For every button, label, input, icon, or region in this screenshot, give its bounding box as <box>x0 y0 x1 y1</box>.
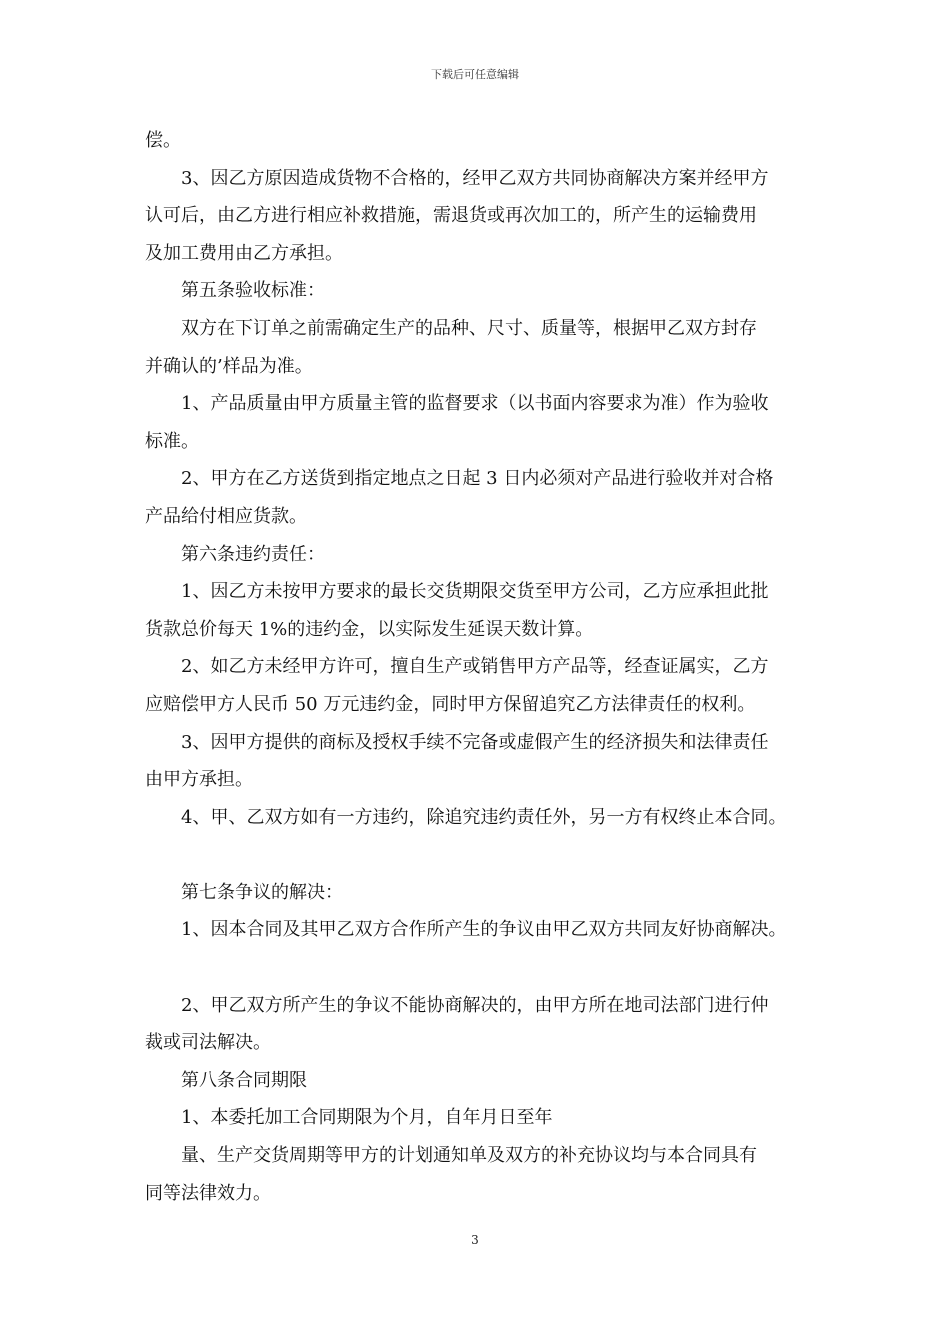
text-line: 应赔偿甲方人民币 50 万元违约金，同时甲方保留追究乙方法律责任的权利。 <box>145 693 756 715</box>
text-line: 同等法律效力。 <box>145 1182 271 1204</box>
text-line: 第六条违约责任： <box>181 543 325 565</box>
text-line: 由甲方承担。 <box>145 769 253 791</box>
blank-line <box>145 949 825 987</box>
text-line: 第五条验收标准： <box>181 280 325 302</box>
text-line: 量、生产交货周期等甲方的计划通知单及双方的补充协议均与本合同具有 <box>181 1145 757 1167</box>
page-number: 3 <box>471 1233 479 1247</box>
text-line: 2、甲方在乙方送货到指定地点之日起 3 日内必须对产品进行验收并对合格 <box>181 468 774 490</box>
text-line: 1、本委托加工合同期限为个月，自年月日至年 <box>181 1107 553 1129</box>
blank-line <box>145 836 825 874</box>
text-line: 认可后，由乙方进行相应补救措施，需退货或再次加工的，所产生的运输费用 <box>145 205 757 227</box>
text-line: 3、因乙方原因造成货物不合格的，经甲乙双方共同协商解决方案并经甲方 <box>181 167 769 189</box>
text-line: 货款总价每天 1%的违约金，以实际发生延误天数计算。 <box>145 618 594 640</box>
text-line: 1、因本合同及其甲乙双方合作所产生的争议由甲乙双方共同友好协商解决。 <box>181 919 787 941</box>
text-line: 偿。 <box>145 130 181 151</box>
text-line: 产品给付相应货款。 <box>145 505 307 527</box>
text-line: 4、甲、乙双方如有一方违约，除追究违约责任外，另一方有权终止本合同。 <box>181 806 787 828</box>
text-line: 标准。 <box>145 430 199 452</box>
text-line: 及加工费用由乙方承担。 <box>145 242 343 264</box>
text-line: 第八条合同期限 <box>181 1069 307 1091</box>
text-line: 1、因乙方未按甲方要求的最长交货期限交货至甲方公司，乙方应承担此批 <box>181 581 769 603</box>
text-line: 1、产品质量由甲方质量主管的监督要求（以书面内容要求为准）作为验收 <box>181 393 769 415</box>
document-body <box>145 122 825 1212</box>
text-line: 2、如乙方未经甲方许可，擅自生产或销售甲方产品等，经查证属实，乙方 <box>181 656 769 678</box>
text-line: 双方在下订单之前需确定生产的品种、尺寸、质量等，根据甲乙双方封存 <box>181 317 757 339</box>
text-line: 2、甲乙双方所产生的争议不能协商解决的，由甲方所在地司法部门进行仲 <box>181 994 769 1016</box>
text-line: 并确认的’样品为准。 <box>145 355 313 377</box>
page-header: 下载后可任意编辑 <box>431 68 519 81</box>
text-line: 裁或司法解决。 <box>145 1032 271 1054</box>
text-line: 第七条争议的解决： <box>181 881 343 903</box>
text-line: 3、因甲方提供的商标及授权手续不完备或虚假产生的经济损失和法律责任 <box>181 731 769 753</box>
